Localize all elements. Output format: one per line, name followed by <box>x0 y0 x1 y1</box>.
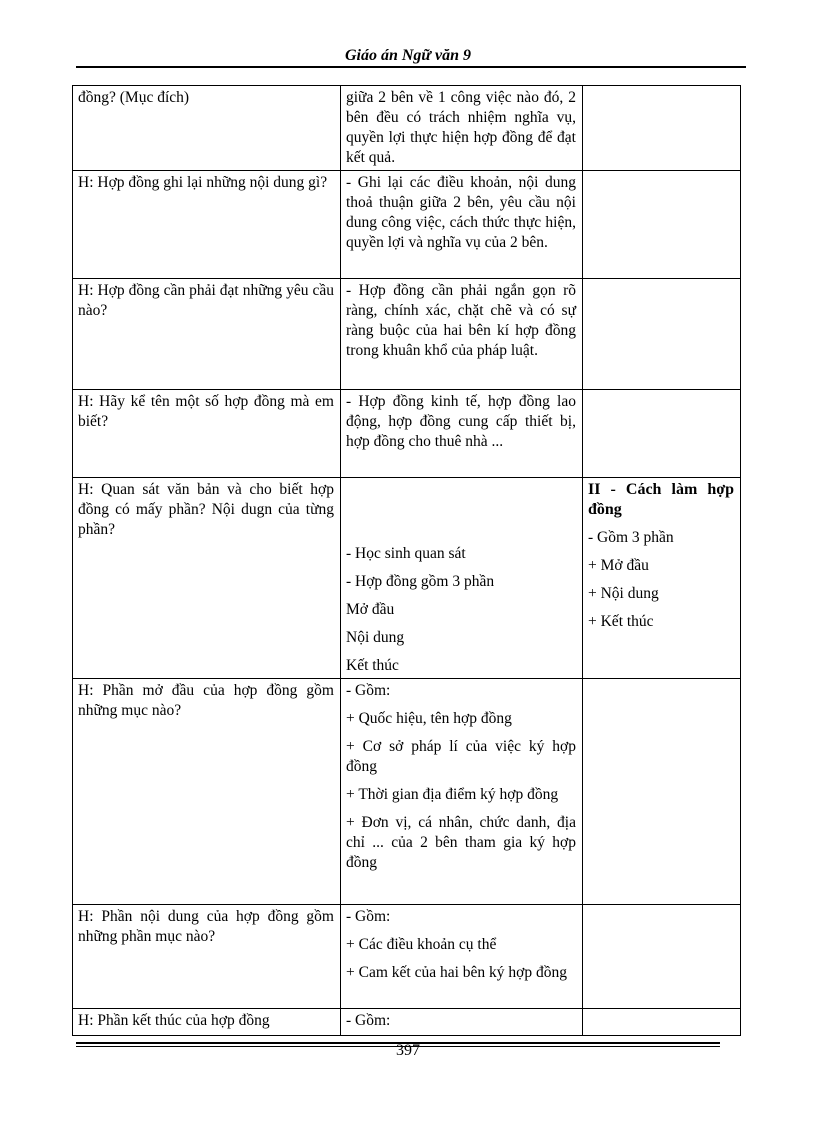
answer-text: - Hợp đồng cần phải ngắn gọn rõ ràng, chính xác, chặt chẽ và có sự ràng buộc của hai bên kí hợp đồng trong khuân khổ của pháp luật. <box>346 282 576 359</box>
answer-cell <box>341 679 583 905</box>
question-text: H: Phần mở đầu của hợp đồng gồm những mục nào? <box>78 682 334 719</box>
question-cell <box>73 171 341 279</box>
answer-line: + Quốc hiệu, tên hợp đồng <box>346 710 512 727</box>
note-line: + Nội dung <box>588 585 659 602</box>
question-cell <box>73 478 341 679</box>
question-text: H: Phần kết thúc của hợp đồng <box>78 1012 270 1029</box>
answer-cell <box>341 171 583 279</box>
answer-line: Mở đầu <box>346 601 395 618</box>
table-row <box>73 905 741 1009</box>
answer-line: + Các điều khoản cụ thể <box>346 936 497 953</box>
answer-text: giữa 2 bên về 1 công việc nào đó, 2 bên đều có trách nhiệm nghĩa vụ, quyền lợi thực hiện hợp đồng để đạt kết quả. <box>346 89 576 166</box>
answer-text: - Hợp đồng kinh tế, hợp đồng lao động, hợp đồng cung cấp thiết bị, hợp đồng cho thuê nhà ... <box>346 393 576 450</box>
table-row <box>73 478 741 679</box>
notes-cell <box>583 1009 741 1036</box>
table-row <box>73 1009 741 1036</box>
answer-cell <box>341 478 583 679</box>
question-text: H: Quan sát văn bản và cho biết hợp đồng có mấy phần? Nội dugn của từng phần? <box>78 481 334 538</box>
table-row <box>73 679 741 905</box>
notes-cell <box>583 86 741 171</box>
answer-text: - Ghi lại các điều khoản, nội dung thoả thuận giữa 2 bên, yêu cầu nội dung công việc, cách thức thực hiện, quyền lợi và nghĩa vụ của 2 bên. <box>346 174 576 251</box>
lesson-table <box>72 85 741 1036</box>
question-text: đồng? (Mục đích) <box>78 89 190 106</box>
question-text: H: Hợp đồng cần phải đạt những yêu cầu nào? <box>78 282 334 319</box>
notes-cell <box>583 390 741 478</box>
table-row <box>73 86 741 171</box>
answer-cell <box>341 86 583 171</box>
note-line: + Mở đầu <box>588 557 649 574</box>
table-row <box>73 390 741 478</box>
notes-cell <box>583 478 741 679</box>
question-cell <box>73 679 341 905</box>
question-cell <box>73 1009 341 1036</box>
answer-cell <box>341 279 583 390</box>
answer-line: - Hợp đồng gồm 3 phần <box>346 573 495 590</box>
answer-line: + Thời gian địa điểm ký hợp đồng <box>346 786 559 803</box>
section-heading: II - Cách làm hợp đồng <box>588 481 734 518</box>
notes-cell <box>583 679 741 905</box>
answer-line: + Đơn vị, cá nhân, chức danh, địa chỉ ... của 2 bên tham gia ký hợp đồng <box>346 814 576 871</box>
question-cell <box>73 279 341 390</box>
answer-cell <box>341 1009 583 1036</box>
answer-line: Nội dung <box>346 629 405 646</box>
question-text: H: Hợp đồng ghi lại những nội dung gì? <box>78 174 328 191</box>
header-rule <box>76 66 746 68</box>
answer-line: - Gồm: <box>346 1012 391 1029</box>
notes-cell <box>583 905 741 1009</box>
question-text: H: Phần nội dung của hợp đồng gồm những phần mục nào? <box>78 908 334 945</box>
answer-cell <box>341 390 583 478</box>
answer-line: Kết thúc <box>346 657 399 674</box>
table-row <box>73 171 741 279</box>
question-cell <box>73 390 341 478</box>
table-row <box>73 279 741 390</box>
page-number: 397 <box>396 1042 420 1059</box>
question-text: H: Hãy kể tên một số hợp đồng mà em biết? <box>78 393 334 430</box>
answer-line: - Học sinh quan sát <box>346 545 466 562</box>
answer-line: - Gồm: <box>346 682 391 699</box>
answer-cell <box>341 905 583 1009</box>
question-cell <box>73 86 341 171</box>
question-cell <box>73 905 341 1009</box>
note-line: + Kết thúc <box>588 613 654 630</box>
answer-line: + Cam kết của hai bên ký hợp đồng <box>346 964 567 981</box>
answer-line: + Cơ sở pháp lí của việc ký hợp đồng <box>346 738 576 775</box>
notes-cell <box>583 171 741 279</box>
note-line: - Gồm 3 phần <box>588 529 674 546</box>
answer-line: - Gồm: <box>346 908 391 925</box>
page-header-title: Giáo án Ngữ văn 9 <box>344 47 472 64</box>
notes-cell <box>583 279 741 390</box>
